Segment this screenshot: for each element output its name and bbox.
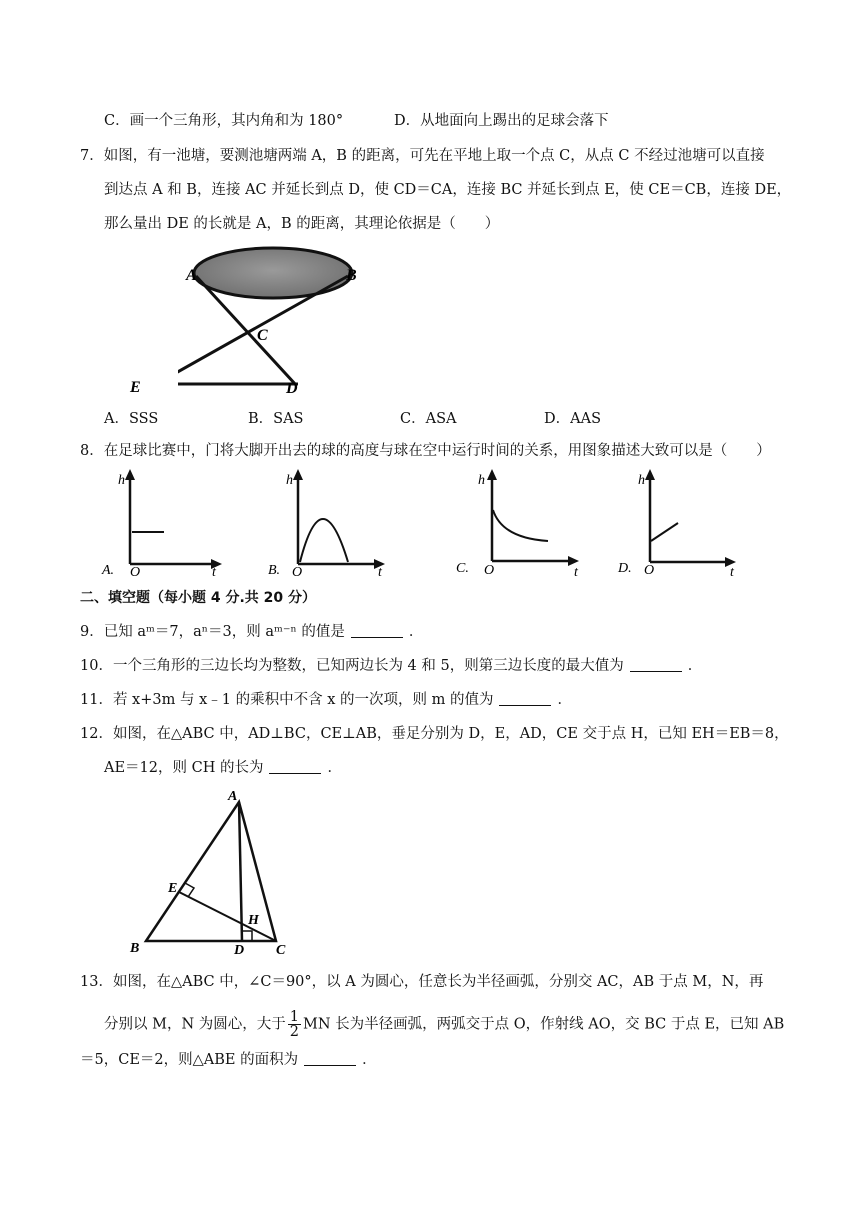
q10: 10．一个三角形的三边长均为整数，已知两边长为 4 和 5，则第三边长度的最大值为 ．	[80, 658, 703, 674]
q7-line3: 那么量出 DE 的长就是 A，B 的距离，其理论依据是（ ）	[104, 216, 500, 232]
pond-ellipse	[194, 248, 352, 298]
q7-line1: 7．如图，有一池塘，要测池塘两端 A，B 的距离，可先在平地上取一个点 C，从点 C 不经过池塘可以直接	[80, 148, 765, 164]
tri-label-c: C	[276, 943, 286, 958]
q9: 9．已知 aᵐ＝7，aⁿ＝3，则 aᵐ⁻ⁿ 的值是 ．	[80, 624, 424, 640]
q7-option-c: C．ASA	[400, 411, 457, 427]
svg-text:D.: D.	[618, 561, 632, 576]
svg-text:h: h	[118, 473, 125, 488]
q7-line2: 到达点 A 和 B，连接 AC 并延长到点 D，使 CD＝CA，连接 BC 并延长到点 E，使 CE＝CB，连接 DE，	[104, 182, 792, 198]
svg-text:O: O	[484, 563, 495, 578]
q12-line1: 12．如图，在△ABC 中，AD⊥BC，CE⊥AB，垂足分别为 D，E，AD，CE 交于点 H，已知 EH＝EB＝8，	[80, 726, 789, 742]
fraction-one-half: $\frac{1}{2}$	[289, 1009, 299, 1040]
svg-text:O: O	[644, 563, 655, 578]
tri-label-e: E	[168, 881, 178, 896]
svg-text:h: h	[478, 473, 485, 488]
q13-line2: 分别以 M，N 为圆心，大于 $\frac{1}{2}$ MN 长为半径画弧，两弧交于点 O，作射线 AO，交 BC 于点 E，已知 AB	[104, 1009, 785, 1040]
q7-label-e-box	[128, 370, 158, 400]
section2-title: 二、填空题（每小题 4 分.共 20 分）	[80, 590, 317, 606]
svg-text:A.: A.	[102, 563, 115, 578]
label-b: B	[346, 267, 357, 284]
q7-option-b: B．SAS	[248, 411, 304, 427]
q8-line1: 8．在足球比赛中，门将大脚开出去的球的高度与球在空中运行时间的关系，用图象描述大致可以是（ ）	[80, 443, 771, 459]
q8-graph-b	[266, 466, 396, 578]
label-d: D	[286, 380, 298, 397]
q13-line3: ＝5，CE＝2，则△ABE 的面积为 ．	[80, 1052, 377, 1068]
svg-text:O: O	[292, 565, 303, 578]
tri-label-h: H	[248, 913, 259, 928]
q8-graph-d	[614, 466, 744, 578]
graph-c-curve	[493, 510, 548, 541]
q13-answer-blank[interactable]	[304, 1051, 356, 1066]
graph-b-curve	[300, 519, 348, 562]
q12-line2: AE＝12，则 CH 的长为 ．	[104, 760, 342, 776]
tri-label-a: A	[228, 789, 238, 804]
tri-label-d: D	[234, 943, 245, 958]
q8-graph-a	[100, 466, 230, 578]
q11-answer-blank[interactable]	[499, 691, 551, 706]
svg-text:O: O	[130, 565, 141, 578]
q6-option-c: C．画一个三角形，其内角和为 180°	[104, 113, 344, 129]
graph-d-curve	[651, 523, 678, 541]
svg-text:C.: C.	[456, 561, 469, 576]
q6-option-d: D．从地面向上踢出的足球会落下	[394, 113, 609, 129]
q8-graph-c	[452, 466, 592, 578]
tri-label-b: B	[130, 941, 140, 956]
svg-text:h: h	[286, 473, 293, 488]
label-c: C	[257, 327, 268, 344]
svg-text:t: t	[574, 565, 578, 578]
q11: 11．若 x+3m 与 x﹣1 的乘积中不含 x 的一次项，则 m 的值为 ．	[80, 692, 572, 708]
q13-line1: 13．如图，在△ABC 中，∠C＝90°，以 A 为圆心，任意长为半径画弧，分别交 AC，AB 于点 M，N，再	[80, 974, 764, 990]
label-e: E	[130, 379, 141, 396]
q12-triangle-figure	[124, 786, 304, 958]
svg-text:t: t	[378, 565, 382, 578]
q7-pond-figure	[178, 240, 378, 398]
svg-text:B.: B.	[268, 563, 281, 578]
q7-option-a: A．SSS	[104, 411, 159, 427]
svg-text:h: h	[638, 473, 645, 488]
svg-text:t: t	[730, 565, 734, 578]
q12-answer-blank[interactable]	[269, 759, 321, 774]
q9-answer-blank[interactable]	[351, 623, 403, 638]
svg-text:t: t	[212, 565, 216, 578]
q10-answer-blank[interactable]	[630, 657, 682, 672]
label-a: A	[186, 267, 197, 284]
q7-option-d: D．AAS	[544, 411, 602, 427]
